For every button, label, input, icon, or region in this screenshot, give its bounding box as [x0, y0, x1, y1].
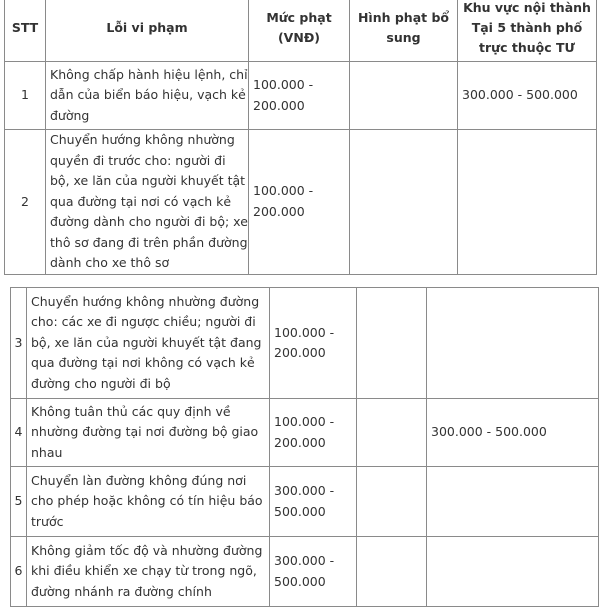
row-fine: 100.000 - 200.000 — [249, 130, 350, 275]
table-row — [11, 467, 599, 537]
row-extra — [357, 537, 427, 607]
row-urban — [427, 288, 599, 399]
header-row — [5, 0, 597, 62]
row-fine: 300.000 - 500.000 — [270, 537, 357, 607]
row-violation: Chuyển hướng không nhường đường cho: các xe đi ngược chiều; người đi bộ, xe lăn của người khuyết tật đang qua đường tại nơi không có vạch kẻ đường cho người đi bộ — [27, 288, 270, 399]
row-urban — [427, 537, 599, 607]
header-extra-penalty: Hình phạt bổ sung — [350, 0, 458, 62]
row-stt: 4 — [11, 399, 27, 467]
header-stt: STT — [5, 0, 46, 62]
row-stt: 6 — [11, 537, 27, 607]
header-violation: Lỗi vi phạm — [46, 0, 249, 62]
row-extra — [350, 130, 458, 275]
fines-table-top — [4, 0, 597, 275]
table-row — [5, 130, 597, 275]
row-violation: Chuyển làn đường không đúng nơi cho phép hoặc không có tín hiệu báo trước — [27, 467, 270, 537]
row-extra — [350, 62, 458, 130]
row-urban: 300.000 - 500.000 — [458, 62, 597, 130]
header-urban-area: Khu vực nội thành Tại 5 thành phố trực thuộc TƯ — [458, 0, 597, 62]
row-violation: Chuyển hướng không nhường quyền đi trước cho: người đi bộ, xe lăn của người khuyết tật qua đường tại nơi có vạch kẻ đường dành cho người đi bộ; xe thô sơ đang đi trên phần đường dành cho xe thô sơ — [46, 130, 249, 275]
row-urban — [427, 467, 599, 537]
table-row — [11, 537, 599, 607]
table-row — [5, 62, 597, 130]
row-fine: 100.000 - 200.000 — [270, 288, 357, 399]
row-fine: 300.000 - 500.000 — [270, 467, 357, 537]
row-urban: 300.000 - 500.000 — [427, 399, 599, 467]
row-violation: Không chấp hành hiệu lệnh, chỉ dẫn của biển báo hiệu, vạch kẻ đường — [46, 62, 249, 130]
table-row — [11, 399, 599, 467]
header-fine: Mức phạt (VNĐ) — [249, 0, 350, 62]
row-extra — [357, 288, 427, 399]
row-stt: 2 — [5, 130, 46, 275]
row-violation: Không giảm tốc độ và nhường đường khi điều khiển xe chạy từ trong ngõ, đường nhánh ra đường chính — [27, 537, 270, 607]
row-violation: Không tuân thủ các quy định về nhường đường tại nơi đường bộ giao nhau — [27, 399, 270, 467]
row-stt: 5 — [11, 467, 27, 537]
fines-table-bottom — [10, 287, 599, 607]
row-fine: 100.000 - 200.000 — [249, 62, 350, 130]
row-extra — [357, 467, 427, 537]
row-fine: 100.000 - 200.000 — [270, 399, 357, 467]
row-extra — [357, 399, 427, 467]
row-stt: 1 — [5, 62, 46, 130]
row-urban — [458, 130, 597, 275]
row-stt: 3 — [11, 288, 27, 399]
table-row — [11, 288, 599, 399]
